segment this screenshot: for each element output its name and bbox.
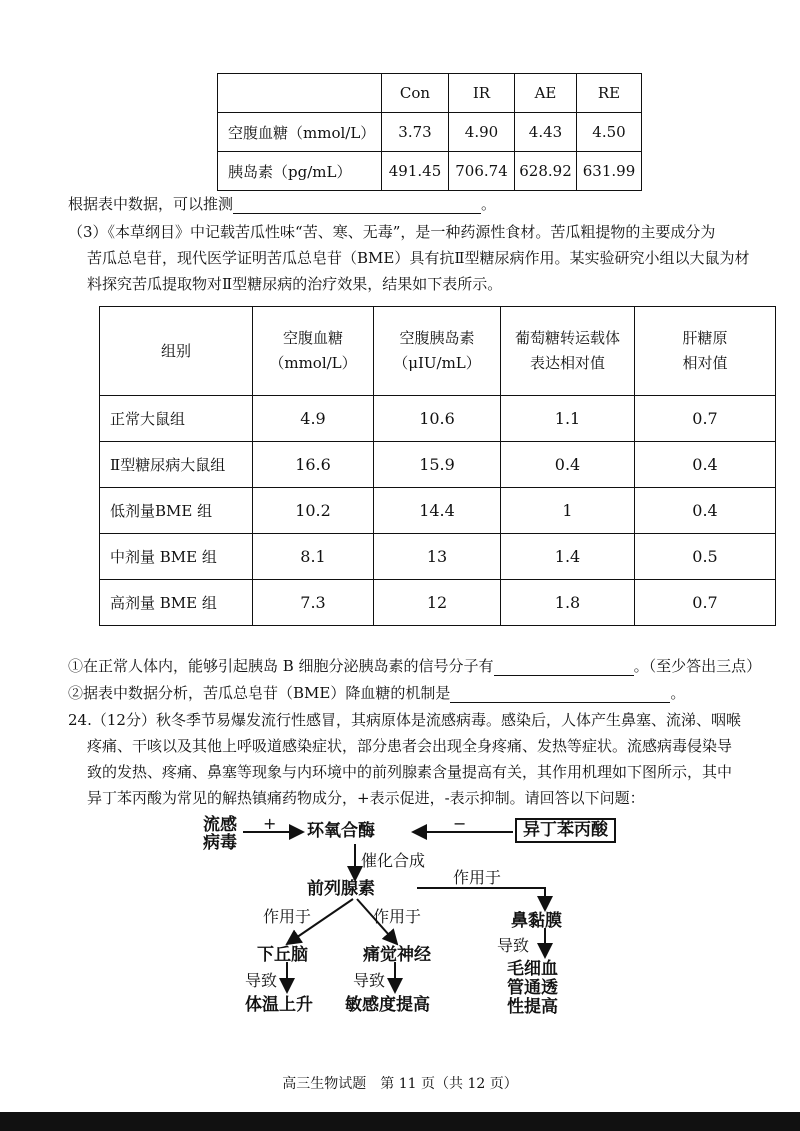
paragraph-line: 致的发热、疼痛、鼻塞等现象与内环境中的前列腺素含量提高有关，其作用机理如下图所示，其中 <box>87 763 733 781</box>
node-nasal-mucosa: 鼻黏膜 <box>511 911 562 931</box>
paragraph-line: 疼痛、干咳以及其他上呼吸道感染症状，部分患者会出现全身疼痛、发热等症状。流感病毒侵染导 <box>87 737 733 755</box>
label-act-on: 作用于 <box>373 907 422 926</box>
arrow-prostaglandin-to-mucosa <box>417 888 545 910</box>
header-line: 葡萄糖转运载体 <box>514 329 620 347</box>
table-header-cell <box>374 307 501 396</box>
table-cell: 706.74 <box>449 152 515 191</box>
label-lead: 导致 <box>353 971 386 990</box>
table-row <box>100 396 776 442</box>
node-prostaglandin: 前列腺素 <box>307 879 375 899</box>
node-sensitivity: 敏感度提高 <box>345 995 430 1015</box>
table-cell: 12 <box>374 580 501 626</box>
label-lead: 导致 <box>245 971 278 990</box>
header-line: 空腹胰岛素 <box>399 329 475 347</box>
node-capillary-line1: 毛细血 <box>507 959 558 979</box>
table-cell: 低剂量BME 组 <box>100 488 253 534</box>
table-cell: Ⅱ型糖尿病大鼠组 <box>100 442 253 488</box>
footer-bar <box>0 1112 800 1131</box>
table-cell: 4.43 <box>515 113 577 152</box>
question-sub1 <box>68 656 761 676</box>
node-capillary-line2: 管通透 <box>507 978 558 998</box>
table-cell: 0.7 <box>635 396 776 442</box>
table-cell: 0.4 <box>501 442 635 488</box>
table-cell: 16.6 <box>253 442 374 488</box>
question-end: 。 <box>670 684 686 702</box>
table-row <box>218 152 642 191</box>
question-text: ①在正常人体内，能够引起胰岛 B 细胞分泌胰岛素的信号分子有 <box>68 657 494 675</box>
table-cell: 8.1 <box>253 534 374 580</box>
table-cell: 1.1 <box>501 396 635 442</box>
header-line: 表达相对值 <box>529 354 605 372</box>
question-infer-line <box>68 194 496 214</box>
table-header-cell <box>635 307 776 396</box>
table-cell: 1.8 <box>501 580 635 626</box>
table-row <box>218 113 642 152</box>
table-row <box>100 534 776 580</box>
paragraph-line: 异丁苯丙酸为常见的解热镇痛药物成分，+表示促进，-表示抑制。请回答以下问题： <box>87 789 645 807</box>
table-row <box>100 488 776 534</box>
table-cell: 0.4 <box>635 442 776 488</box>
label-act-on: 作用于 <box>263 907 312 926</box>
question-end: 。 <box>481 195 497 213</box>
table-cell: 4.50 <box>577 113 642 152</box>
paragraph-line: （3）《本草纲目》中记载苦瓜性味“苦、寒、无毒”，是一种药源性食材。苦瓜粗提物的主要成分为 <box>68 223 716 241</box>
table-cell: 15.9 <box>374 442 501 488</box>
table-header-cell: AE <box>515 74 577 113</box>
mechanism-diagram <box>195 812 675 1027</box>
question-text: 根据表中数据，可以推测 <box>68 195 234 213</box>
header-line: 肝糖原 <box>682 329 728 347</box>
paragraph-line: 24.（12分）秋冬季节易爆发流行性感冒，其病原体是流感病毒。感染后，人体产生鼻塞、流涕、咽喉 <box>68 711 741 729</box>
table-cell: 中剂量 BME 组 <box>100 534 253 580</box>
paragraph-line: 苦瓜总皂苷，现代医学证明苦瓜总皂苷（BME）具有抗Ⅱ型糖尿病作用。某实验研究小组以大鼠为材 <box>87 249 750 267</box>
table-cell: 高剂量 BME 组 <box>100 580 253 626</box>
header-line: 相对值 <box>682 354 728 372</box>
table-cell: 14.4 <box>374 488 501 534</box>
node-virus-line1: 流感 <box>203 815 237 835</box>
table-cell: 胰岛素（pg/mL） <box>218 152 382 191</box>
answer-blank[interactable] <box>450 702 670 703</box>
label-act-on: 作用于 <box>453 868 502 887</box>
table-header-cell: Con <box>382 74 449 113</box>
table-cell: 4.90 <box>449 113 515 152</box>
table-cell: 正常大鼠组 <box>100 396 253 442</box>
table-cell: 0.4 <box>635 488 776 534</box>
node-hypothalamus: 下丘脑 <box>257 945 308 965</box>
question-end: 。（至少答出三点） <box>633 657 762 675</box>
table-cell: 10.2 <box>253 488 374 534</box>
table-cell: 0.7 <box>635 580 776 626</box>
table-bme-results <box>99 306 776 626</box>
question-sub2 <box>68 683 685 703</box>
header-line: 空腹血糖 <box>282 329 343 347</box>
node-fever: 体温上升 <box>245 995 313 1015</box>
table-header-cell: RE <box>577 74 642 113</box>
table-cell: 空腹血糖（mmol/L） <box>218 113 382 152</box>
table-cell: 10.6 <box>374 396 501 442</box>
table-cell: 13 <box>374 534 501 580</box>
table-cell: 1 <box>501 488 635 534</box>
label-catalyze: 催化合成 <box>361 851 426 870</box>
node-capillary-line3: 性提高 <box>507 997 558 1017</box>
table-header-cell <box>100 307 253 396</box>
table-cell: 628.92 <box>515 152 577 191</box>
header-line: （mmol/L） <box>269 354 357 372</box>
node-enzyme: 环氧合酶 <box>307 821 375 841</box>
label-lead: 导致 <box>497 936 530 955</box>
header-line: （μIU/mL） <box>393 354 481 372</box>
question-text: ②据表中数据分析，苦瓜总皂苷（BME）降血糖的机制是 <box>68 684 451 702</box>
page-footer: 高三生物试题 第 11 页（共 12 页） <box>282 1076 518 1092</box>
paragraph-line: 料探究苦瓜提取物对Ⅱ型糖尿病的治疗效果，结果如下表所示。 <box>87 275 503 293</box>
header-line: 组别 <box>160 341 191 360</box>
table-header-cell <box>501 307 635 396</box>
plus-sign: + <box>263 814 277 833</box>
answer-blank[interactable] <box>494 675 634 676</box>
table-cell: 7.3 <box>253 580 374 626</box>
table-cell: 1.4 <box>501 534 635 580</box>
table-row <box>100 442 776 488</box>
table-header-cell <box>253 307 374 396</box>
table-cell: 491.45 <box>382 152 449 191</box>
table-header-row <box>100 307 776 396</box>
table-header-cell <box>218 74 382 113</box>
node-virus-line2: 病毒 <box>203 833 237 853</box>
node-pain-nerve: 痛觉神经 <box>363 945 431 965</box>
table-header-row <box>218 74 642 113</box>
table-row <box>100 580 776 626</box>
table-cell: 3.73 <box>382 113 449 152</box>
answer-blank[interactable] <box>233 213 481 214</box>
table-blood-glucose-insulin <box>217 73 642 191</box>
table-cell: 4.9 <box>253 396 374 442</box>
table-cell: 631.99 <box>577 152 642 191</box>
table-cell: 0.5 <box>635 534 776 580</box>
table-header-cell: IR <box>449 74 515 113</box>
node-drug: 异丁苯丙酸 <box>515 818 616 843</box>
minus-sign: − <box>453 814 467 833</box>
